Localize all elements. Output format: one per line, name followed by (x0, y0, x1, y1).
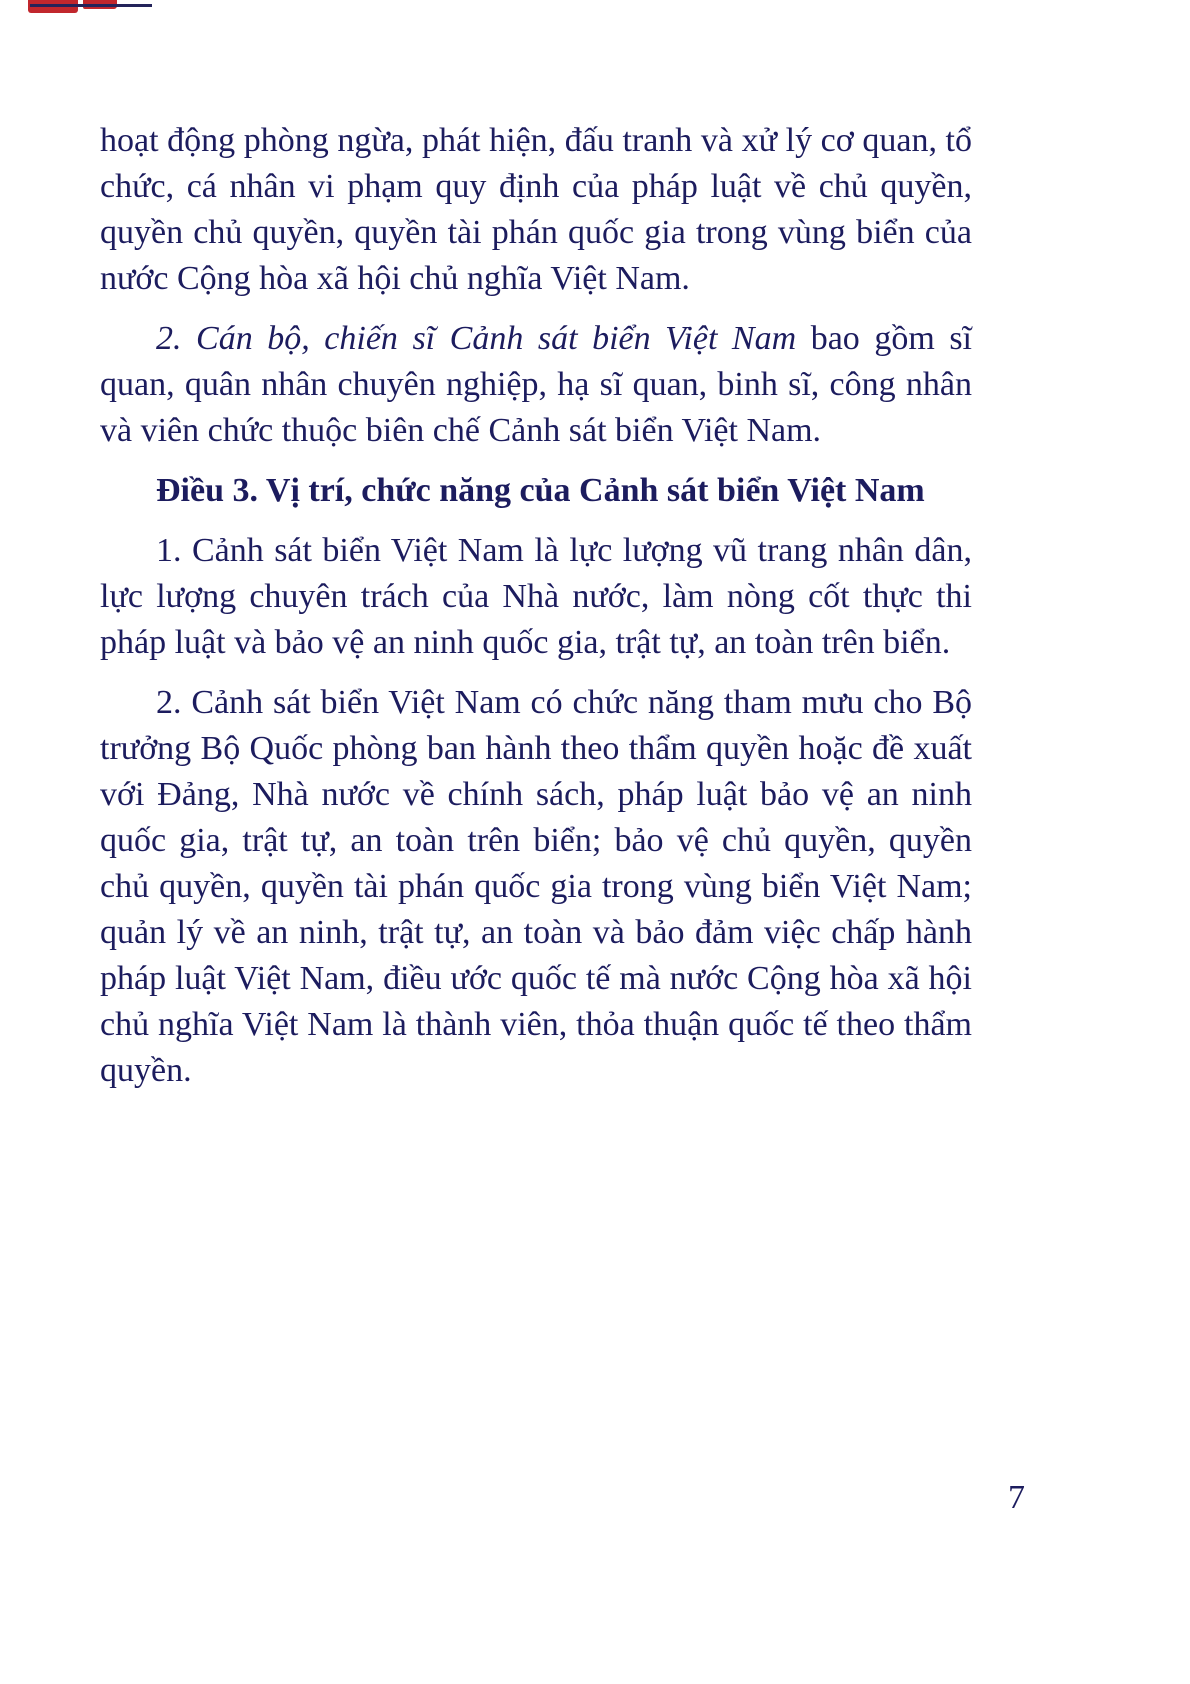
document-text-block (100, 118, 972, 1108)
paragraph-continuation: hoạt động phòng ngừa, phát hiện, đấu tranh và xử lý cơ quan, tổ chức, cá nhân vi phạm quy định của pháp luật về chủ quyền, quyền chủ quyền, quyền tài phán quốc gia trong vùng biển của nước Cộng hòa xã hội chủ nghĩa Việt Nam. (100, 122, 972, 297)
clause-2-italic-lead: 2. Cán bộ, chiến sĩ Cảnh sát biển Việt Nam (156, 320, 797, 357)
article-3-heading: Điều 3. Vị trí, chức năng của Cảnh sát biển Việt Nam (156, 472, 925, 509)
paragraph-clause-2 (100, 316, 972, 454)
clause-2-body: bao gồm sĩ quan, quân nhân chuyên nghiệp, hạ sĩ quan, binh sĩ, công nhân và viên chức thuộc biên chế Cảnh sát biển Việt Nam. (100, 320, 973, 449)
paragraph-article3-clause-2: 2. Cảnh sát biển Việt Nam có chức năng tham mưu cho Bộ trưởng Bộ Quốc phòng ban hành theo thẩm quyền hoặc đề xuất với Đảng, Nhà nước về chính sách, pháp luật bảo vệ an ninh quốc gia, trật tự, an toàn trên biển; bảo vệ chủ quyền, quyền chủ quyền, quyền tài phán quốc gia trong vùng biển Việt Nam; quản lý về an ninh, trật tự, an toàn và bảo đảm việc chấp hành pháp luật Việt Nam, điều ước quốc tế mà nước Cộng hòa xã hội chủ nghĩa Việt Nam là thành viên, thỏa thuận quốc tế theo thẩm quyền. (100, 684, 972, 1089)
paragraph-article3-clause-1: 1. Cảnh sát biển Việt Nam là lực lượng vũ trang nhân dân, lực lượng chuyên trách của Nhà nước, làm nòng cốt thực thi pháp luật và bảo vệ an ninh quốc gia, trật tự, an toàn trên biển. (100, 532, 972, 661)
scan-artifact-dark-line (30, 4, 152, 7)
page-number: 7 (1008, 1479, 1025, 1516)
scan-artifact-red-mark (28, 0, 158, 16)
